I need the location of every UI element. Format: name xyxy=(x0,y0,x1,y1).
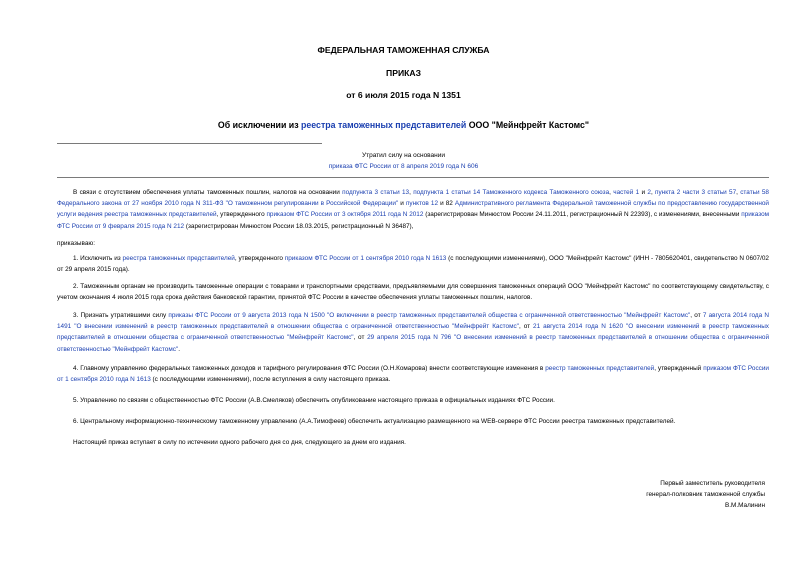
divider-bottom xyxy=(57,177,769,178)
status-note-link[interactable]: приказа ФТС России от 8 апреля 2019 года N 606 xyxy=(328,163,479,170)
agency-name: ФЕДЕРАЛЬНАЯ ТАМОЖЕННАЯ СЛУЖБА xyxy=(317,45,490,55)
document-type: ПРИКАЗ xyxy=(386,68,421,78)
preamble-link[interactable]: приказом ФТС России от 3 октября 2011 года N 2012 xyxy=(266,211,424,219)
paragraph-text: 3. Признать утратившими силу xyxy=(73,312,169,319)
preamble-link[interactable]: Административного регламента Федеральной таможенной службы по предоставлению государственной услуги ведения реестра таможенных представителей xyxy=(57,200,769,219)
preamble-paragraph xyxy=(57,187,769,232)
preamble-text: , xyxy=(736,189,741,196)
paragraph-link[interactable]: 21 августа 2014 года N 1620 "О внесении изменений в реестр таможенных представителей в отношении общества с ограниченной ответственностью "Мейнфрейт Кастомс" xyxy=(57,323,769,342)
paragraph-text: 4. Главному управлению федеральных таможенных доходов и тарифного регулирования ФТС России (О.Н.Комарова) внести соответствующие изменения в xyxy=(73,365,546,372)
preamble-text: , xyxy=(409,189,414,196)
paragraph-3 xyxy=(57,310,769,355)
paragraph-link[interactable]: приказы ФТС России от 9 августа 2013 года N 1500 "О включении в реестр таможенных представителей общества с ограниченной ответственностью "Мейнфрейт Кастомс" xyxy=(168,312,691,319)
preamble-link[interactable]: 2 xyxy=(647,189,651,196)
paragraph-link[interactable]: приказом ФТС России от 1 сентября 2010 года N 1613 xyxy=(57,365,769,384)
paragraph-text: , утвержденный xyxy=(654,365,704,372)
paragraph-text: , от xyxy=(353,334,368,342)
title-registry-link[interactable]: реестра таможенных представителей xyxy=(301,120,467,130)
signature-position: Первый заместитель руководителя xyxy=(660,480,765,487)
paragraph-text: 1. Исключить из xyxy=(73,255,123,262)
paragraph-6: 6. Центральному информационно-техническому таможенному управлению (А.А.Тимофеев) обеспечить актуализацию размещенного на WEB-сервере ФТС России реестра таможенных представителей. xyxy=(73,418,676,425)
paragraph-link[interactable]: реестр таможенных представителей xyxy=(545,365,655,372)
paragraph-4 xyxy=(57,363,769,385)
paragraph-link[interactable]: приказом ФТС России от 1 сентября 2010 года N 1613 xyxy=(284,255,447,262)
status-note-text: Утратил силу на основании xyxy=(361,152,446,159)
preamble-text: (зарегистрирован Минюстом России 24.11.2011, регистрационный N 22393), с изменениями, внесенными xyxy=(423,211,742,219)
paragraph-text: (с последующими изменениями), ООО "Мейнфрейт Кастомс" (ИНН - 7805620401, свидетельство N 0607/02 от 29 апреля 2015 года). xyxy=(57,255,769,274)
signature-rank: генерал-полковник таможенной службы xyxy=(646,491,765,499)
title-prefix: Об исключении из xyxy=(217,120,302,130)
preamble-text: и xyxy=(639,189,648,196)
preamble-text: и 82 xyxy=(438,200,455,208)
paragraph-text: (с последующими изменениями), после вступления в силу настоящего приказа. xyxy=(150,376,391,384)
preamble-text: (зарегистрирован Минюстом России 18.03.2015, регистрационный N 36487), xyxy=(184,222,414,230)
paragraph-link[interactable]: 7 августа 2014 года N 1491 "О внесении изменений в реестр таможенных представителей в отношении общества с ограниченной ответственностью "Мейнфрейт Кастомс" xyxy=(57,312,769,331)
preamble-text: , утвержденного xyxy=(216,211,267,219)
signature-block xyxy=(545,478,765,512)
preamble-link[interactable]: пунктов 12 xyxy=(405,200,438,208)
preamble-text: , xyxy=(650,189,656,196)
document-title xyxy=(0,120,807,130)
paragraph-text: , от xyxy=(518,323,534,331)
preamble-text: , xyxy=(609,189,614,196)
preamble-link[interactable]: приказом ФТС России от 9 февраля 2015 года N 212 xyxy=(57,211,770,230)
preamble-text: В связи с отсутствием обеспечения уплаты таможенных пошлин, налогов на основании xyxy=(73,189,343,196)
document-date-number: от 6 июля 2015 года N 1351 xyxy=(346,90,461,100)
paragraph-text: , утвержденного xyxy=(234,255,285,262)
title-suffix: ООО "Мейнфрейт Кастомс" xyxy=(466,120,590,130)
preamble-link[interactable]: статьи 58 Федерального закона от 27 ноября 2010 года N 311-ФЗ "О таможенном регулировании в Российской Федерации" xyxy=(57,189,769,208)
divider-top xyxy=(57,143,322,144)
paragraph-7: Настоящий приказ вступает в силу по истечении одного рабочего дня со дня, следующего за днем его издания. xyxy=(73,439,406,446)
preamble-link[interactable]: пункта 2 части 3 статьи 57 xyxy=(655,189,737,196)
preamble-link[interactable]: подпункта 3 статьи 13 xyxy=(342,189,410,196)
preamble-text: и xyxy=(398,200,406,208)
paragraph-5: 5. Управлению по связям с общественностью ФТС России (А.В.Смеляков) обеспечить опубликование настоящего приказа в официальных изданиях ФТС России. xyxy=(73,397,555,404)
order-word: приказываю: xyxy=(57,240,95,247)
preamble-link[interactable]: подпункта 1 статьи 14 Таможенного кодекса Таможенного союза xyxy=(413,189,610,196)
paragraph-text: . xyxy=(178,345,180,353)
status-note xyxy=(0,150,807,172)
paragraph-link[interactable]: 29 апреля 2015 года N 796 "О внесении изменений в реестр таможенных представителей в отношении общества с ограниченной ответственностью "Мейнфрейт Кастомс" xyxy=(57,334,770,353)
paragraph-2: 2. Таможенным органам не производить таможенные операции с товарами и транспортными средствами, предъявляемыми для совершения таможенных операций ООО "Мейнфрейт Кастомс" по соответствующему свидетельству, с учетом окончания 4 июля 2015 года срока действия банковской гарантии, принятой ФТС России в качестве обеспечения уплаты таможенных пошлин, налогов. xyxy=(57,283,769,302)
paragraph-1 xyxy=(57,253,769,275)
signature-name: В.М.Малинин xyxy=(724,502,765,510)
paragraph-text: , от xyxy=(690,312,703,319)
preamble-link[interactable]: частей 1 xyxy=(613,189,640,196)
paragraph-link[interactable]: реестра таможенных представителей xyxy=(122,255,235,262)
